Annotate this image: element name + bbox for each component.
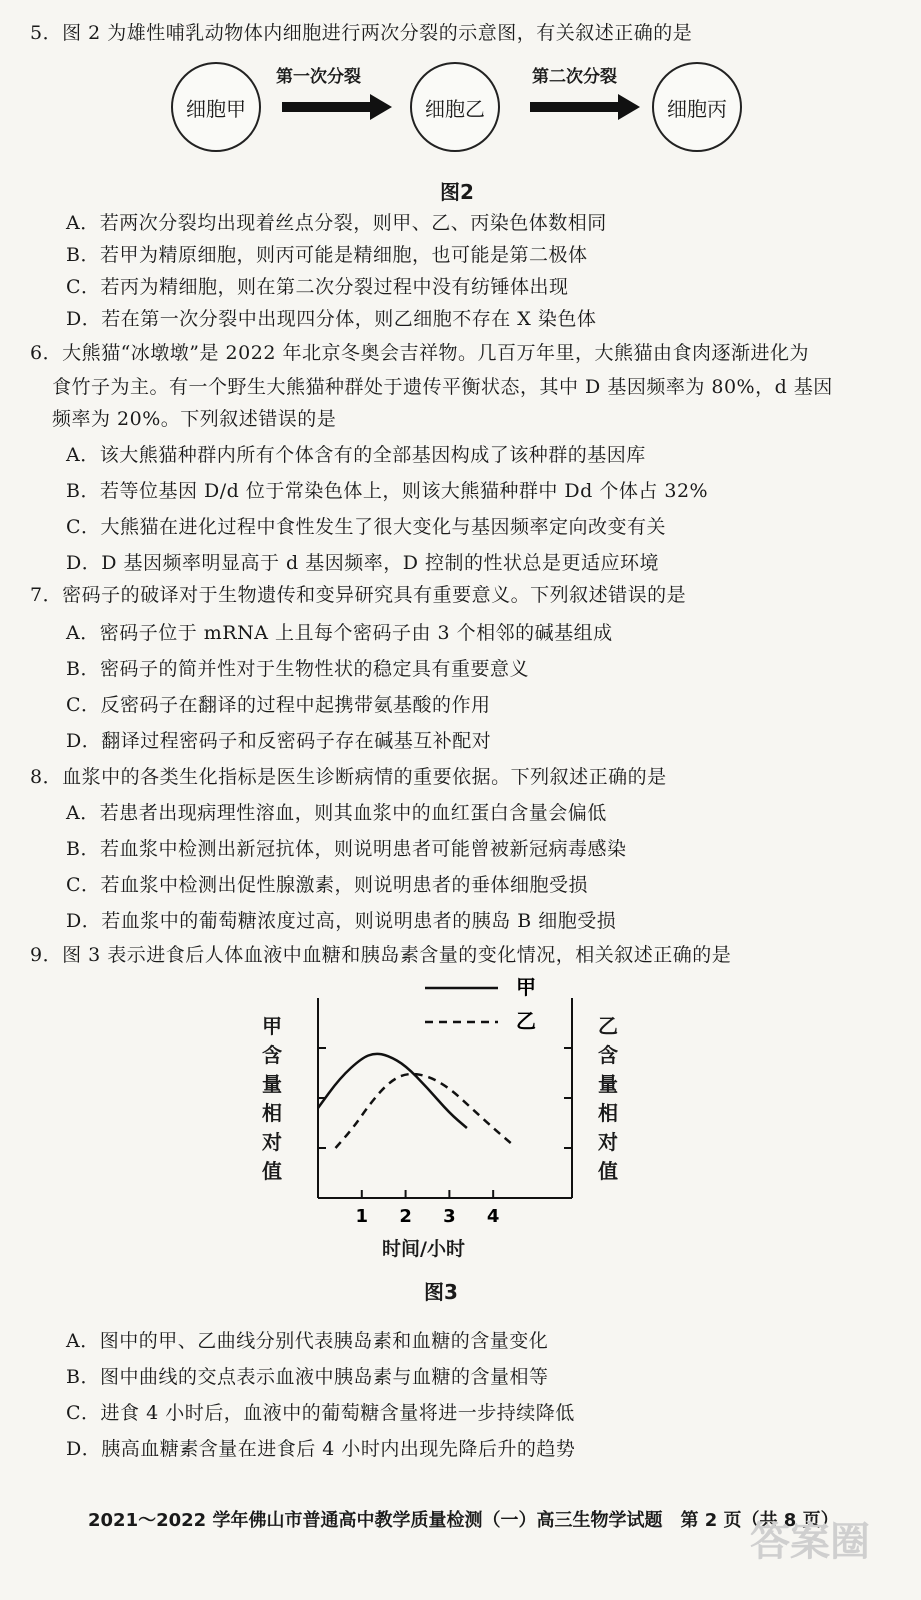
legend-label-yi: 乙	[516, 1009, 536, 1033]
q7-option-b: B．密码子的简并性对于生物性状的稳定具有重要意义	[66, 658, 529, 680]
series-line-jia	[318, 1054, 467, 1128]
cell-yi: 细胞乙	[410, 62, 500, 152]
q5-option-c: C．若丙为精细胞，则在第二次分裂过程中没有纺锤体出现	[66, 276, 569, 298]
watermark-logo: 答案圈	[750, 1519, 870, 1565]
x-tick-label: 3	[443, 1206, 456, 1227]
q7-stem: 7．密码子的破译对于生物遗传和变异研究具有重要意义。下列叙述错误的是	[30, 584, 687, 606]
cell-bing: 细胞丙	[652, 62, 742, 152]
q9-option-c: C．进食 4 小时后，血液中的葡萄糖含量将进一步持续降低	[66, 1402, 575, 1424]
q8-option-a: A．若患者出现病理性溶血，则其血浆中的血红蛋白含量会偏低	[66, 802, 607, 824]
q8-stem: 8．血浆中的各类生化指标是医生诊断病情的重要依据。下列叙述正确的是	[30, 766, 667, 788]
arrow-right-icon	[530, 94, 642, 120]
q5-stem: 5．图 2 为雄性哺乳动物体内细胞进行两次分裂的示意图，有关叙述正确的是	[30, 22, 693, 44]
x-tick-label: 2	[399, 1206, 412, 1227]
q6-stem-line3: 频率为 20%。下列叙述错误的是	[52, 408, 337, 430]
q5-option-a: A．若两次分裂均出现着丝点分裂，则甲、乙、丙染色体数相同	[66, 212, 607, 234]
q5-option-b: B．若甲为精原细胞，则丙可能是精细胞，也可能是第二极体	[66, 244, 588, 266]
q8-option-d: D．若血浆中的葡萄糖浓度过高，则说明患者的胰岛 B 细胞受损	[66, 910, 617, 932]
page-footer: 2021～2022 学年佛山市普通高中教学质量检测（一）高三生物学试题 第 2 页（共 8 页）	[88, 1510, 839, 1531]
figure3-line-chart	[240, 970, 640, 1260]
q7-option-c: C．反密码子在翻译的过程中起携带氨基酸的作用	[66, 694, 491, 716]
q9-option-b: B．图中曲线的交点表示血液中胰岛素与血糖的含量相等	[66, 1366, 549, 1388]
x-tick-label: 4	[486, 1206, 500, 1227]
q6-option-c: C．大熊猫在进化过程中食性发生了很大变化与基因频率定向改变有关	[66, 516, 667, 538]
figure2-caption: 图2	[440, 180, 474, 204]
arrow-label-second-division: 第二次分裂	[532, 67, 617, 87]
q8-option-b: B．若血浆中检测出新冠抗体，则说明患者可能曾被新冠病毒感染	[66, 838, 627, 860]
q9-option-d: D．胰高血糖素含量在进食后 4 小时内出现先降后升的趋势	[66, 1438, 576, 1460]
q6-option-d: D．D 基因频率明显高于 d 基因频率，D 控制的性状总是更适应环境	[66, 552, 660, 574]
chart-ylabel-right: 乙 含 量 相 对 值	[598, 1014, 618, 1183]
q6-stem: 6．大熊猫“冰墩墩”是 2022 年北京冬奥会吉祥物。几百万年里，大熊猫由食肉逐渐进化为	[30, 342, 809, 364]
chart-xlabel: 时间/小时	[382, 1238, 465, 1260]
arrow-right-icon	[282, 94, 394, 120]
q7-option-d: D．翻译过程密码子和反密码子存在碱基互补配对	[66, 730, 492, 752]
arrow-label-first-division: 第一次分裂	[276, 67, 361, 87]
x-tick-label: 1	[355, 1206, 369, 1227]
q6-option-a: A．该大熊猫种群内所有个体含有的全部基因构成了该种群的基因库	[66, 444, 646, 466]
q9-stem: 9．图 3 表示进食后人体血液中血糖和胰岛素含量的变化情况，相关叙述正确的是	[30, 944, 732, 966]
cell-jia: 细胞甲	[171, 62, 261, 152]
q7-option-a: A．密码子位于 mRNA 上且每个密码子由 3 个相邻的碱基组成	[66, 622, 613, 644]
chart-ylabel-left: 甲 含 量 相 对 值	[262, 1014, 282, 1183]
legend-label-jia: 甲	[516, 975, 536, 999]
q5-option-d: D．若在第一次分裂中出现四分体，则乙细胞不存在 X 染色体	[66, 308, 597, 330]
q8-option-c: C．若血浆中检测出促性腺激素，则说明患者的垂体细胞受损	[66, 874, 589, 896]
figure3-caption: 图3	[424, 1280, 458, 1304]
q6-option-b: B．若等位基因 D/d 位于常染色体上，则该大熊猫种群中 Dd 个体占 32%	[66, 480, 709, 502]
q6-stem-line2: 食竹子为主。有一个野生大熊猫种群处于遗传平衡状态，其中 D 基因频率为 80%，d 基因	[52, 376, 833, 398]
q9-option-a: A．图中的甲、乙曲线分别代表胰岛素和血糖的含量变化	[66, 1330, 549, 1352]
